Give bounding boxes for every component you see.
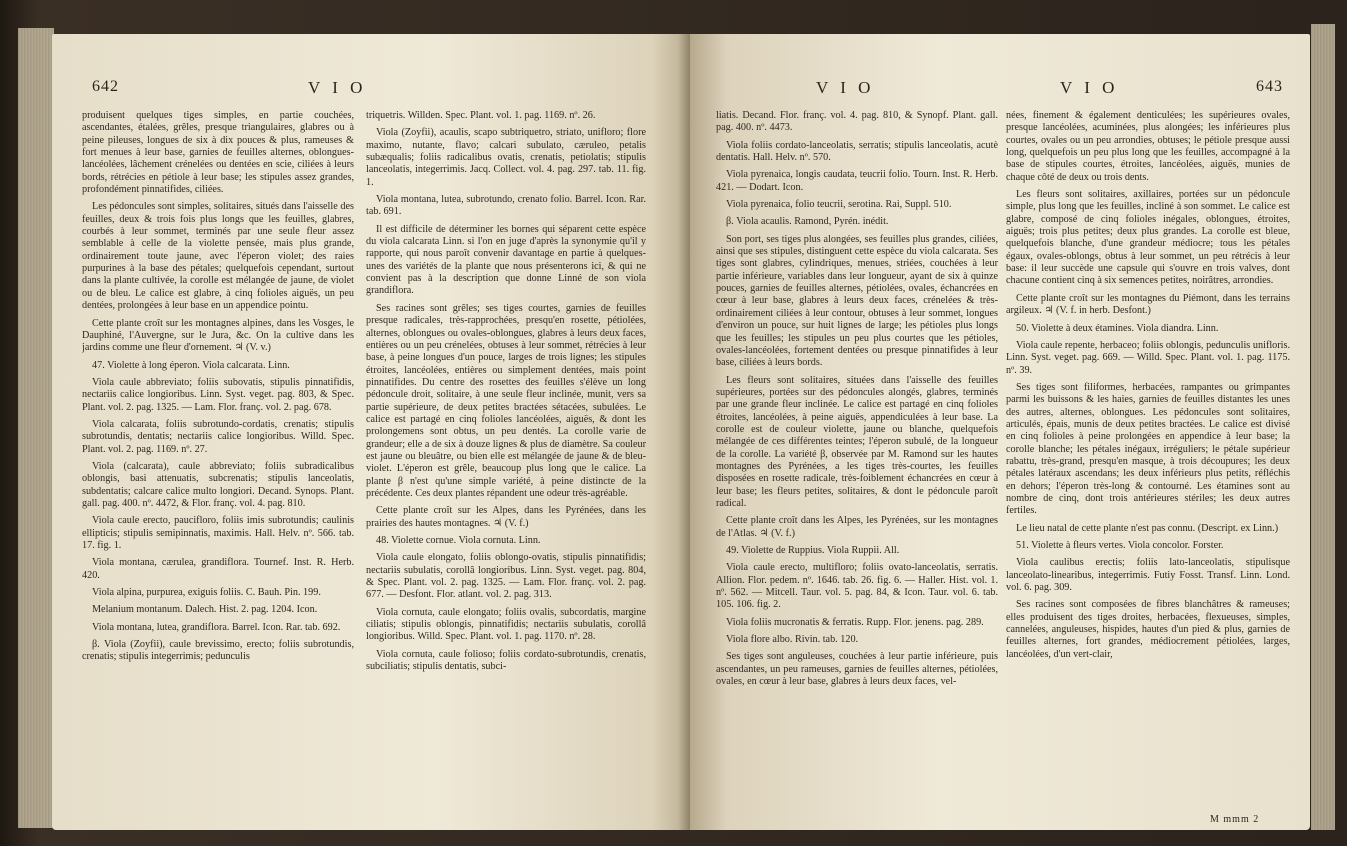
right-running-head-right: V I O	[1060, 78, 1119, 97]
text-paragraph: Ses racines sont composées de fibres blanchâtres & rameuses; elles produisent des tiges droites, herbacées, flexueuses, simples, cannelées, anguleuses, hispides, hautes d'un pied & plus, garnies de feuilles alternes, fort grandes, médiocrement pétiolées, larges, lancéolées, d'un vert-clair,	[1006, 599, 1290, 660]
right-column-2	[1006, 110, 1290, 814]
text-paragraph: Les pédoncules sont simples, solitaires, situés dans l'aisselle des feuilles, deux & trois fois plus longs que les feuilles, glabres, courbés à leur sommet, terminés par une seule fleur assez semblable à celle de la violette pensée, mais plus grande, ordinairement toute jaune, avec l'éperon violet; des raies purpurines à la base des pétales; quelquefois cependant, surtout dans la plante cultivée, la corolle est mélangée de jaune, de violet ou de bleu. Le calice est glabre, à cinq folioles aiguës, un peu dentées, prolongées à leur base en un appendice pointu.	[82, 201, 354, 312]
text-paragraph: Cette plante croît sur les montagnes du Piémont, dans les terrains argileux. ♃ (V. f. in herb. Desfont.)	[1006, 292, 1290, 317]
text-paragraph: triquetris. Willden. Spec. Plant. vol. 1. pag. 1169. nº. 26.	[366, 110, 596, 121]
text-paragraph: β. Viola acaulis. Ramond, Pyrén. inédit.	[726, 216, 889, 228]
right-page	[690, 34, 1310, 830]
left-column-1	[82, 110, 354, 822]
text-paragraph: Cette plante croît sur les Alpes, dans les Pyrénées, dans les prairies des hautes montagnes. ♃ (V. f.)	[366, 505, 646, 529]
text-paragraph: Viola calcarata, foliis subrotundo-cordatis, crenatis; stipulis subrotundis, dentatis; nectariis calice longioribus. Willd. Spec. Plant. vol. 2. pag. 1169. nº. 27.	[82, 418, 354, 455]
text-paragraph: Viola montana, cærulea, grandiflora. Tournef. Inst. R. Herb. 420.	[82, 557, 354, 581]
text-paragraph: Le lieu natal de cette plante n'est pas connu. (Descript. ex Linn.)	[1016, 522, 1279, 534]
text-paragraph: Viola foliis cordato-lanceolatis, serratis; stipulis lanceolatis, acutè dentatis. Hall. Helv. nº. 570.	[716, 139, 998, 164]
text-paragraph: Ses racines sont grêles; ses tiges courtes, garnies de feuilles presque radicales, très-rapprochées, presqu'en rosette, pétiolées, alternes, oblongues ou ovales-oblongues, glabres à leurs deux faces, entières ou un peu crénelées, obtuses à leur sommet, rétrécies à leur base, à peine longues d'un pouce, larges de trois lignes; les stipules étroites, lancéolées, entières ou simplement dentées, mais point pinnatifides. Du centre des rosettes des feuilles s'élève un long pédoncule droit, solitaire, à une seule fleur inclinée, munit, vers sa partie supérieure, de deux petites bractées sétacées, subulées. Le calice est partagé en cinq folioles lancéolées, aiguës, & dont les prolongemens sont obtus, un peu dentés. La corolle varie de grandeur; elle a de six à douze lignes & plus de diamètre. Sa couleur est jaune ou bleuâtre, ou bien elle est mélangée de jaune & de bleu-violet. L'éperon est grêle, beaucoup plus long que le calice. La plante β n'est qu'une simple variété, à peine distincte de la précédente. Ces deux plantes répandent une odeur très-agréable.	[366, 302, 646, 499]
text-paragraph: Il est difficile de déterminer les bornes qui séparent cette espèce du viola calcarata Linn. si l'on en juge d'après la synonymie qu'il y rapporte, qui nous paroît convenir davantage en partie à quelques-unes des variétés de la plante que nous présenterons ici, & qui ne convient pas à la description que donne Linné de son viola grandiflora.	[366, 223, 646, 297]
text-paragraph: Viola montana, lutea, grandiflora. Barrel. Icon. Rar. tab. 692.	[92, 621, 341, 633]
page-edges-right	[1311, 24, 1335, 830]
page-edges-left	[18, 28, 54, 828]
text-paragraph: Son port, ses tiges plus alongées, ses feuilles plus grandes, ciliées, ainsi que ses stipules, distinguent cette espèce du viola calcarata. Ses tiges sont glabres, cylindriques, menues, striées, couchées à leur partie inférieure, variables dans leur longueur, ayant de six à quinze pouces, garnies de feuilles alternes, pétiolées, ovales, échancrées en cœur à leur base, glabres à leurs deux faces, crénelées & très-ordinairement ciliées à leur contour, obtuses à leur sommet, longues d'environ un pouce, sur huit lignes de large; les pétioles plus longs que les feuilles; les stipules un peu plus courtes que les pétioles, ovales-lancéolées, fortement dentées ou presque pinnatifides à leur base, ciliées à leurs bords.	[716, 233, 998, 369]
text-paragraph: nées, finement & également denticulées; les supérieures ovales, presque lancéolées, acuminées, plus alongées; les inférieures plus courtes, ovales ou un peu arrondies, obtuses; le pétiole presque aussi long, quelquefois un peu plus long que les feuilles, accompagné à la base de stipules courtes, étroites, lancéolées, aiguës, munies de chaque côté de deux ou trois dents.	[1006, 110, 1290, 183]
text-paragraph: Viola cornuta, caule elongato; foliis ovalis, subcordatis, margine ciliatis; stipulis oblongis, pinnatifidis; nectariis subulatis, corollâ longioribus. Willd. Spec. Plant. vol. 1. pag. 1170. nº. 28.	[366, 606, 646, 643]
text-paragraph: Viola cornuta, caule folioso; foliis cordato-subrotundis, crenatis, subciliatis; stipulis dentatis, subci-	[366, 648, 646, 673]
text-paragraph: Ses tiges sont anguleuses, couchées à leur partie inférieure, puis ascendantes, un peu rameuses, garnies de feuilles alternes, pétiolées, ovales, en cœur à leur base, glabres à leurs deux faces, vel-	[716, 651, 998, 688]
text-paragraph: Les fleurs sont solitaires, axillaires, portées sur un pédoncule simple, plus long que les feuilles, incliné à son sommet. Le calice est glabre, composé de cinq folioles inégales, oblongues, étroites, aiguës; trois plus petites; deux plus grandes. La corolle est bleue, quelquefois blanche, d'une grandeur médiocre; tous les pétales égaux, ovales-oblongs, obtus à leur sommet, un peu rétrécis à leur base: il leur succède une capsule qui s'ouvre en trois valves, dont chacune contient cinq à six semences petites, noirâtres, arrondies.	[1006, 189, 1290, 287]
text-paragraph: Viola pyrenaica, folio teucrii, serotina. Rai, Suppl. 510.	[726, 199, 952, 211]
text-paragraph: Ses tiges sont filiformes, herbacées, rampantes ou grimpantes parmi les buissons & les haies, garnies de feuilles distantes les unes des autres, alternes, oblongues. Les pédoncules sont solitaires, articulés, épais, munis de deux petites bractées. Le calice est divisé en cinq folioles à peine prolongées en appendice à leur base; la corolle blanche; les pétales inégaux, irréguliers; le pétale supérieur rabattu, très-grand, presqu'en masque, à trois découpures; les deux pétales latéraux ascendans; les deux inférieurs plus petits, réfléchis en dehors; l'éperon très-long & contourné. Les étamines sont au nombre de cinq, dont trois antérieures stériles; les deux autres fertiles.	[1006, 381, 1290, 517]
text-paragraph: Viola (calcarata), caule abbreviato; foliis subradicalibus oblongis, basi attenuatis, subcrenatis; stipulis lanceolatis, subdentatis; calcare calice multo longiori. Decand. Synops. Plant. gall. pag. 400. nº. 4472, & Flor. franç. vol. 4. pag. 810.	[82, 460, 354, 509]
left-running-head: V I O	[308, 78, 367, 97]
right-column-1	[716, 110, 998, 822]
left-page-number: 642	[92, 78, 119, 95]
left-page	[52, 34, 690, 830]
text-paragraph: Viola caule erecto, paucifloro, foliis imis subrotundis; caulinis ellipticis; stipulis semipinnatis, maximis. Hall. Helv. nº. 566. tab. 17. fig. 1.	[82, 515, 354, 551]
species-heading: 48. Violette cornue. Viola cornuta. Linn.	[376, 535, 541, 546]
text-paragraph: Viola caule erecto, multifloro; foliis ovato-lanceolatis, serratis. Allion. Flor. pedem. nº. 1646. tab. 26. fig. 6. — Haller. Hist. vol. 1. nº. 562. — Mitcell. Taur. vol. 5. pag. 84, & Icon. Taur. vol. 6. tab. 105. 106. fig. 2.	[716, 562, 998, 611]
left-column-2	[366, 110, 646, 822]
right-page-number: 643	[1256, 78, 1283, 95]
text-paragraph: Les fleurs sont solitaires, situées dans l'aisselle des feuilles supérieures, portées sur des pédoncules alongés, glabres, terminés par une grande fleur inclinée. Le calice est partagé en cinq folioles étroites, lancéolées, à peine aiguës, appendiculées à leur base. La corolle est de couleur violette, jaune ou blanche, quelquefois mélangée de ces différentes teintes; l'éperon subulé, de la longueur de la corolle. La variété β, observée par M. Ramond sur les hautes montagnes des Pyrénées, a les tiges très-courtes, les feuilles disposées en rosette radicale, très-foiblement échancrées en cœur à leur base; les fleurs petites, solitaires, & dont le pédoncule paroît radical.	[716, 374, 998, 509]
text-paragraph: Cette plante croît dans les Alpes, les Pyrénées, sur les montagnes de l'Atlas. ♃ (V. f.)	[716, 515, 998, 539]
text-paragraph: β. Viola (Zoyfii), caule brevissimo, erecto; foliis subrotundis, crenatis; stipulis integerrimis; pedunculis	[82, 639, 354, 663]
species-heading: 47. Violette à long éperon. Viola calcarata. Linn.	[92, 359, 290, 371]
text-paragraph: Melanium montanum. Dalech. Hist. 2. pag. 1204. Icon.	[92, 604, 318, 616]
species-heading: 51. Violette à fleurs vertes. Viola concolor. Forster.	[1016, 540, 1224, 551]
text-paragraph: Viola foliis mucronatis & ferratis. Rupp. Flor. jenens. pag. 289.	[726, 616, 984, 628]
signature-mark: M mmm 2	[1210, 814, 1260, 825]
species-heading: 50. Violette à deux étamines. Viola diandra. Linn.	[1016, 322, 1219, 334]
right-running-head-left: V I O	[816, 78, 875, 97]
text-paragraph: Viola pyrenaica, longis caudata, teucrii folio. Tourn. Inst. R. Herb. 421. — Dodart. Icon.	[716, 169, 998, 193]
text-paragraph: Viola caule elongato, foliis oblongo-ovatis, stipulis pinnatifidis; nectariis subulatis, corollâ longioribus. Linn. Syst. veget. pag. 804, & Spec. Plant. vol. 2. pag. 1325. — Lam. Flor. franç. vol. 2. pag. 677. — Desfont. Flor. atlant. vol. 2. pag. 313.	[366, 552, 646, 601]
text-paragraph: liatis. Decand. Flor. franç. vol. 4. pag. 810, & Synopf. Plant. gall. pag. 400. nº. 4473.	[716, 110, 998, 134]
species-heading: 49. Violette de Ruppius. Viola Ruppii. All.	[726, 545, 900, 556]
text-paragraph: Cette plante croît sur les montagnes alpines, dans les Vosges, le Dauphiné, l'Auvergne, sur le Jura, &c. On la cultive dans les jardins comme une fleur d'ornement. ♃ (V. v.)	[82, 317, 354, 354]
text-paragraph: Viola flore albo. Rivin. tab. 120.	[726, 634, 859, 646]
text-paragraph: Viola alpina, purpurea, exiguis foliis. C. Bauh. Pin. 199.	[92, 587, 321, 599]
text-paragraph: Viola (Zoyfii), acaulis, scapo subtriquetro, striato, unifloro; flore maximo, nutante, flavo; calcari subulato, cæruleo, petalis subæqualis; foliis radicalibus ovatis, crenatis, petiolatis; stipulis lanceolatis, integerrimis. Jacq. Collect. vol. 4. pag. 297. tab. 11. fig. 1.	[366, 127, 646, 188]
text-paragraph: Viola montana, lutea, subrotundo, crenato folio. Barrel. Icon. Rar. tab. 691.	[366, 194, 646, 218]
text-paragraph: Viola caule abbreviato; foliis subovatis, stipulis pinnatifidis, nectariis calice longioribus. Linn. Syst. veget. pag. 803, & Spec. Plant. vol. 2. pag. 1325. — Lam. Flor. franç. vol. 2. pag. 678.	[82, 376, 354, 413]
text-paragraph: Viola caule repente, herbaceo; foliis oblongis, pedunculis unifloris. Linn. Syst. veget. pag. 669. — Willd. Spec. Plant. vol. 1. pag. 1175. nº. 39.	[1006, 339, 1290, 376]
text-paragraph: produisent quelques tiges simples, en partie couchées, ascendantes, étalées, grêles, presque triangulaires, glabres ou à peine pileuses, longues de six à dix pouces & plus, rameuses & fort menues à leur base, garnies de feuilles alternes, oblongues-lancéolées, lâchement crénelées ou dentées en scie, ciliées à leurs bords, rétrécies en pétiole à leur base; les stipules assez grandes, profondément pinnatifides, ciliées.	[82, 110, 354, 196]
text-paragraph: Viola caulibus erectis; foliis lato-lanceolatis, stipulisque lanceolato-linearibus, integerrimis. Futiy Fosst. Transf. Linn. Lond. vol. 6. pag. 309.	[1006, 557, 1290, 594]
